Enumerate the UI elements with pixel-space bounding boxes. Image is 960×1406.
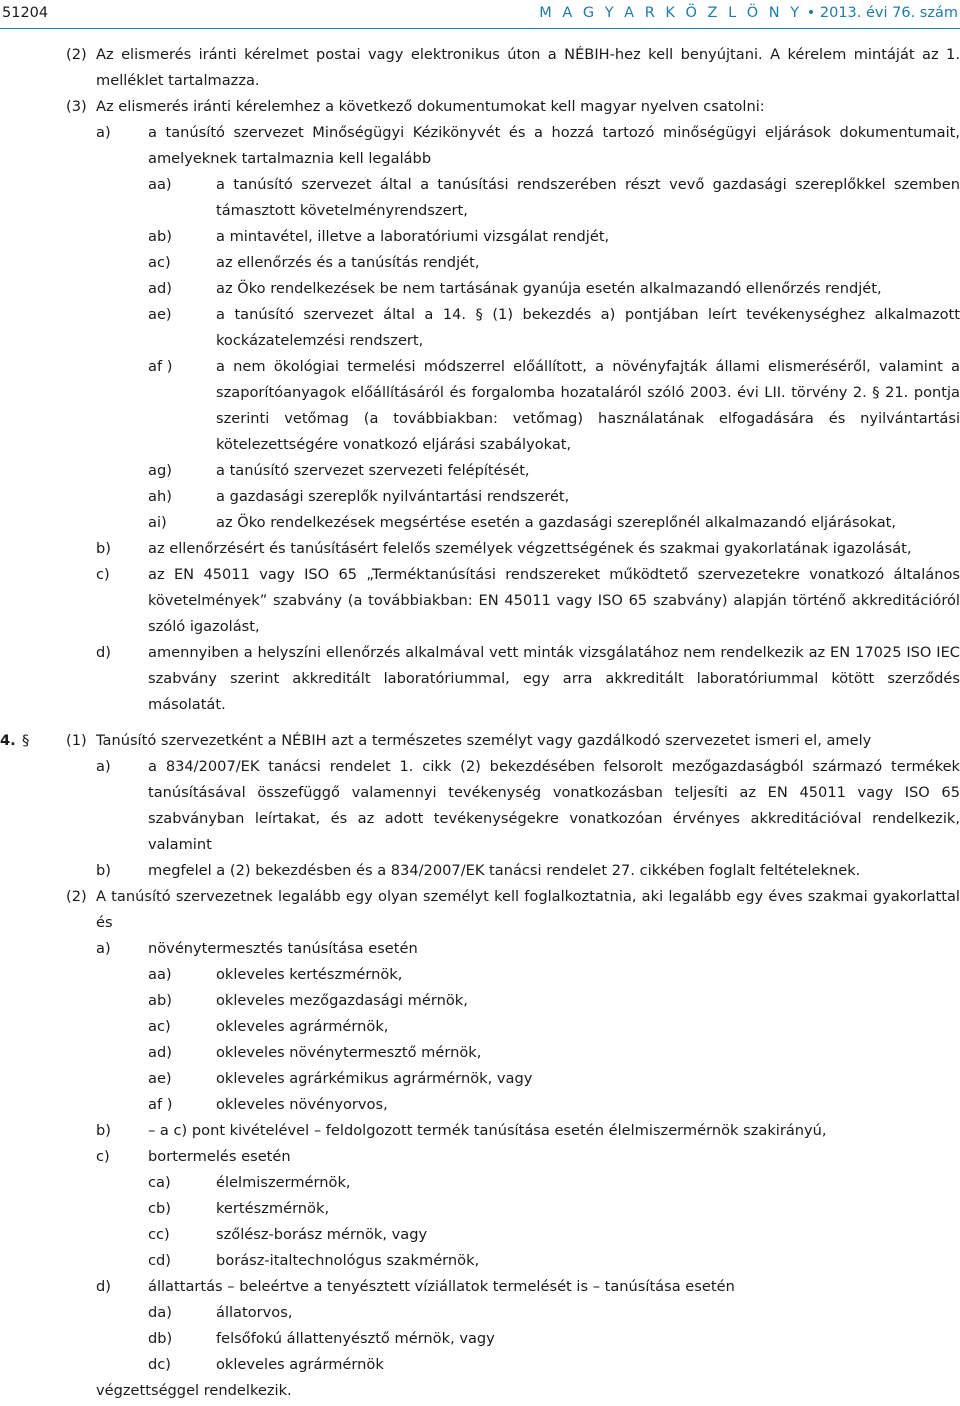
item-label: d)	[96, 1278, 111, 1295]
item-label: ab)	[148, 228, 172, 245]
item-text: a tanúsító szervezet szervezeti felépítését,	[216, 462, 530, 479]
item-text: állattartás – beleértve a tenyésztett víziállatok termelését is – tanúsítása esetén	[148, 1278, 735, 1295]
list-item	[0, 1222, 960, 1248]
page-header	[0, 0, 960, 26]
list-item	[0, 1326, 960, 1352]
item-label: d)	[96, 644, 111, 661]
item-text: az Öko rendelkezések be nem tartásának gyanúja esetén alkalmazandó ellenőrzés rendjét,	[216, 280, 882, 297]
item-label: cc)	[148, 1226, 170, 1243]
paragraph-3	[0, 94, 960, 120]
item-label: da)	[148, 1304, 172, 1321]
list-item	[0, 484, 960, 510]
item-text: felsőfokú állattenyésztő mérnök, vagy	[216, 1330, 495, 1347]
list-item	[0, 510, 960, 536]
item-text: állatorvos,	[216, 1304, 293, 1321]
list-item-c	[0, 1144, 960, 1170]
paragraph-text: A tanúsító szervezetnek legalább egy olyan személyt kell foglalkoztatnia, aki legalább egy éves szakmai gyakorlattal és	[96, 888, 960, 931]
list-item-d	[0, 640, 960, 718]
item-label: a)	[96, 940, 111, 957]
item-text: okleveles növénytermesztő mérnök,	[216, 1044, 482, 1061]
paragraph-text: Tanúsító szervezetként a NÉBIH azt a természetes személyt vagy gazdálkodó szervezetet ismeri el, amely	[96, 732, 872, 749]
list-item-a	[0, 754, 960, 858]
list-item-d	[0, 1274, 960, 1300]
list-item	[0, 1352, 960, 1378]
list-item	[0, 1014, 960, 1040]
list-item	[0, 1066, 960, 1092]
list-item	[0, 250, 960, 276]
section-spacer	[0, 718, 960, 728]
list-item	[0, 1092, 960, 1118]
list-item-a	[0, 936, 960, 962]
item-text: amennyiben a helyszíni ellenőrzés alkalmával vett minták vizsgálatához nem rendelkezik az EN 17025 ISO IEC szabvány szerint akkreditált laboratóriummal, egy arra akkreditált laboratóriummal kötött szerződés másolatát.	[148, 644, 960, 713]
closing-text: végzettséggel rendelkezik.	[96, 1382, 292, 1399]
item-label: a)	[96, 758, 111, 775]
item-label: ac)	[148, 1018, 171, 1035]
item-label: dc)	[148, 1356, 171, 1373]
document-body	[0, 42, 960, 1404]
paragraph-2	[0, 42, 960, 94]
item-text: az Öko rendelkezések megsértése esetén a gazdasági szereplőnél alkalmazandó eljárásokat,	[216, 514, 897, 531]
item-text: az ellenőrzés és a tanúsítás rendjét,	[216, 254, 480, 271]
section-number: 4.	[0, 732, 16, 749]
item-label: ad)	[148, 1044, 172, 1061]
list-item	[0, 1040, 960, 1066]
list-item-b	[0, 536, 960, 562]
paragraph-label: (3)	[66, 98, 87, 115]
item-text: okleveles mezőgazdasági mérnök,	[216, 992, 468, 1009]
list-item	[0, 458, 960, 484]
sublist-d	[0, 1300, 960, 1378]
item-text: okleveles növényorvos,	[216, 1096, 388, 1113]
header-rule	[0, 28, 960, 29]
item-label: ac)	[148, 254, 171, 271]
paragraph-text: Az elismerés iránti kérelmet postai vagy elektronikus úton a NÉBIH-hez kell benyújtani. A kérelem mintáját az 1. melléklet tartalmazza.	[96, 46, 960, 89]
item-text: borász-italtechnológus szakmérnök,	[216, 1252, 480, 1269]
journal-name: M A G Y A R K Ö Z L Ö N Y	[539, 5, 803, 21]
item-label: ah)	[148, 488, 172, 505]
item-label: ai)	[148, 514, 167, 531]
sublist-a	[0, 172, 960, 536]
list-item	[0, 1196, 960, 1222]
item-label: c)	[96, 1148, 110, 1165]
list-item	[0, 1248, 960, 1274]
list-item	[0, 172, 960, 224]
item-text: bortermelés esetén	[148, 1148, 291, 1165]
item-text: okleveles kertészmérnök,	[216, 966, 403, 983]
list-item-a	[0, 120, 960, 172]
item-label: ab)	[148, 992, 172, 1009]
item-label: b)	[96, 1122, 111, 1139]
item-label: aa)	[148, 176, 172, 193]
item-text: szőlész-borász mérnök, vagy	[216, 1226, 428, 1243]
item-label: db)	[148, 1330, 173, 1347]
item-label: b)	[96, 862, 111, 879]
item-label: b)	[96, 540, 111, 557]
item-text: az EN 45011 vagy ISO 65 „Terméktanúsítási rendszereket működtető szervezetekre vonatkozó általános követelmények” szabvány (a továbbiakban: EN 45011 vagy ISO 65 szabvány) alapján történő akkreditációról szóló igazolást,	[148, 566, 960, 635]
item-text: a nem ökológiai termelési módszerrel előállított, a növényfajták állami elismeréséről, valamint a szaporítóanyagok előállításáról és forgalomba hozataláról szóló 2003. évi LII. törvény 2. § 21. pontja szerinti vetőmag (a továbbiakban: vetőmag) használatának elfogadására és nyilvántartási kötelezettségére vonatkozó eljárási szabályokat,	[216, 358, 960, 453]
paragraph-label: (1)	[66, 732, 87, 749]
item-label: ca)	[148, 1174, 171, 1191]
item-text: a gazdasági szereplők nyilvántartási rendszerét,	[216, 488, 570, 505]
item-label: ad)	[148, 280, 172, 297]
item-text: megfelel a (2) bekezdésben és a 834/2007/EK tanácsi rendelet 27. cikkében foglalt feltételeknek.	[148, 862, 861, 879]
list-item	[0, 1170, 960, 1196]
item-text: növénytermesztés tanúsítása esetén	[148, 940, 418, 957]
list-item	[0, 276, 960, 302]
item-text: a mintavétel, illetve a laboratóriumi vizsgálat rendjét,	[216, 228, 610, 245]
item-text: okleveles agrármérnök	[216, 1356, 384, 1373]
list-item	[0, 1300, 960, 1326]
section-4-paragraph-1	[0, 728, 960, 754]
item-label: a)	[96, 124, 111, 141]
item-text: a tanúsító szervezet által a 14. § (1) bekezdés a) pontjában leírt tevékenységhez alkalmazott kockázatelemzési rendszert,	[216, 306, 960, 349]
list-item-c	[0, 562, 960, 640]
paragraph-text: Az elismerés iránti kérelemhez a következő dokumentumokat kell magyar nyelven csatolni:	[96, 98, 765, 115]
item-text: élelmiszermérnök,	[216, 1174, 351, 1191]
journal-title	[539, 0, 958, 26]
item-label: ag)	[148, 462, 172, 479]
item-text: a tanúsító szervezet Minőségügyi Kézikönyvét és a hozzá tartozó minőségügyi eljárások dokumentumait, amelyeknek tartalmaznia kell legalább	[148, 124, 960, 167]
paragraph-label: (2)	[66, 46, 87, 63]
section-4-paragraph-2	[0, 884, 960, 936]
section-symbol: §	[22, 732, 30, 749]
item-text: a 834/2007/EK tanácsi rendelet 1. cikk (2) bekezdésében felsorolt mezőgazdaságból származó termékek tanúsításával összefüggő valamennyi tevékenység vonatkozásban teljesíti az EN 45011 vagy ISO 65 szabványban leírtakat, és az adott tevékenységekre vonatkozóan érvényes akkreditációval rendelkezik, valamint	[148, 758, 960, 853]
sublist-a	[0, 962, 960, 1118]
list-item	[0, 354, 960, 458]
item-label: af )	[148, 358, 173, 375]
item-label: c)	[96, 566, 110, 583]
item-label: aa)	[148, 966, 172, 983]
item-text: kertészmérnök,	[216, 1200, 330, 1217]
list-item	[0, 988, 960, 1014]
page-number: 51204	[2, 5, 49, 21]
item-label: af )	[148, 1096, 173, 1113]
item-label: ae)	[148, 1070, 172, 1087]
item-text: – a c) pont kivételével – feldolgozott termék tanúsítása esetén élelmiszermérnök szakirányú,	[148, 1122, 827, 1139]
list-item-b	[0, 1118, 960, 1144]
item-text: okleveles agrármérnök,	[216, 1018, 389, 1035]
journal-issue: • 2013. évi 76. szám	[806, 5, 958, 21]
list-item	[0, 224, 960, 250]
list-item-b	[0, 858, 960, 884]
item-text: a tanúsító szervezet által a tanúsítási rendszerében részt vevő gazdasági szereplőkkel szemben támasztott követelményrendszert,	[216, 176, 960, 219]
item-label: ae)	[148, 306, 172, 323]
sublist-c	[0, 1170, 960, 1274]
item-text: az ellenőrzésért és tanúsításért felelős személyek végzettségének és szakmai gyakorlatának igazolását,	[148, 540, 912, 557]
item-label: cb)	[148, 1200, 171, 1217]
list-item	[0, 962, 960, 988]
item-label: cd)	[148, 1252, 171, 1269]
paragraph-label: (2)	[66, 888, 87, 905]
item-text: okleveles agrárkémikus agrármérnök, vagy	[216, 1070, 533, 1087]
list-item	[0, 302, 960, 354]
